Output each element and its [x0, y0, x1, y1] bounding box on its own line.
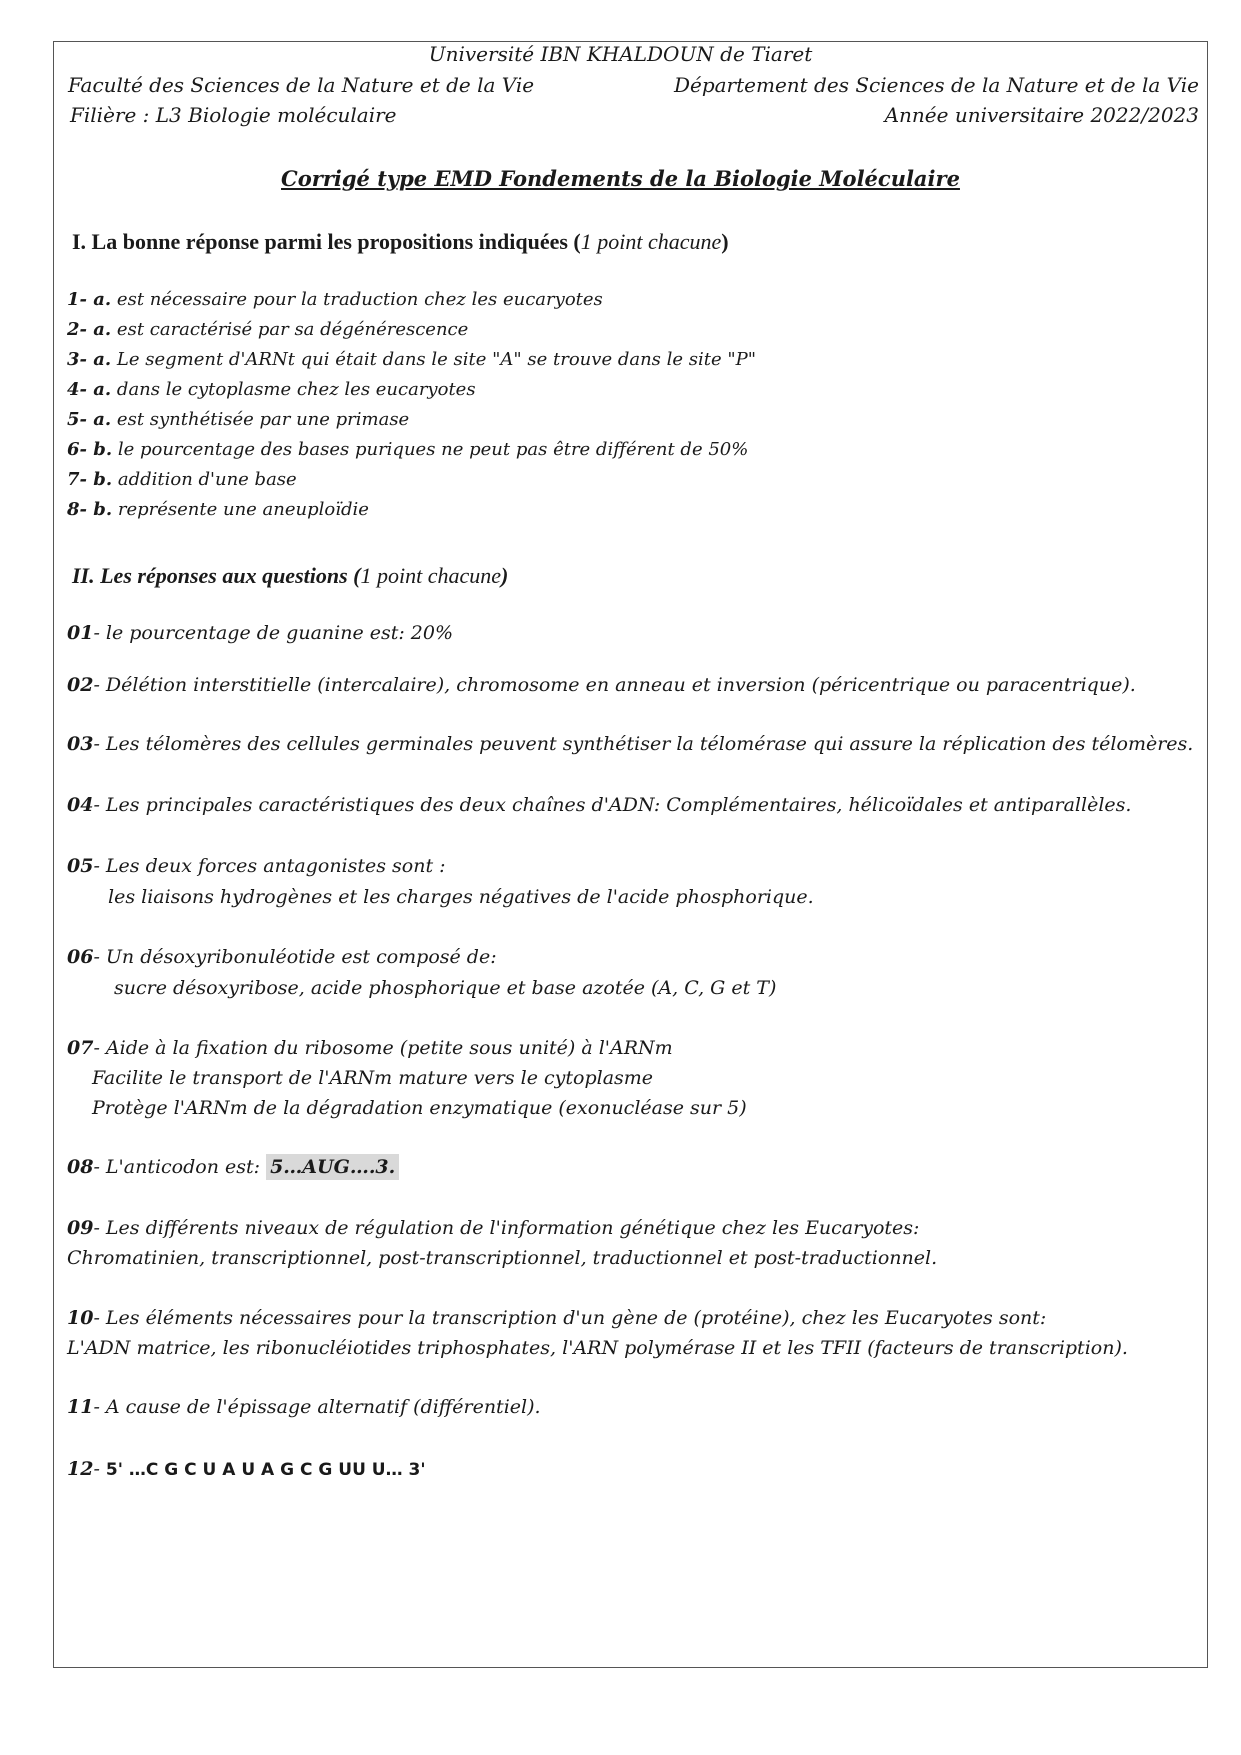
- answer-number: 11: [67, 1396, 94, 1418]
- university-name: Université IBN KHALDOUN de Tiaret: [428, 42, 813, 66]
- mcq-item: [67, 409, 409, 430]
- department-name: Département des Sciences de la Nature et de la Vie: [673, 73, 1199, 97]
- answer-07-line-2: Facilite le transport de l'ARNm mature vers le cytoplasme: [92, 1067, 654, 1089]
- section-1-heading: [72, 229, 729, 255]
- section-1-points: 1 point chacune: [580, 229, 722, 254]
- mcq-text: addition d'une base: [112, 469, 297, 490]
- document-title: Corrigé type EMD Fondements de la Biologie Moléculaire: [281, 166, 960, 191]
- academic-year: Année universitaire 2022/2023: [884, 103, 1199, 127]
- mcq-number: 7- b.: [67, 469, 113, 490]
- mcq-item: [67, 439, 748, 460]
- answer-10: [67, 1307, 1046, 1329]
- answer-text: - Les différents niveaux de régulation de l'information génétique chez les Eucaryotes:: [93, 1217, 920, 1239]
- answer-text: - le pourcentage de guanine est: 20%: [93, 622, 454, 644]
- mcq-text: est nécessaire pour la traduction chez les eucaryotes: [111, 289, 603, 310]
- mcq-text: le pourcentage des bases puriques ne peut pas être différent de 50%: [112, 439, 749, 460]
- answer-06-line-2: sucre désoxyribose, acide phosphorique et base azotée (A, C, G et T): [114, 977, 777, 999]
- answer-text: - L'anticodon est:: [93, 1156, 267, 1178]
- answer-text: - Les télomères des cellules germinales peuvent synthétiser la télomérase qui assure la réplication des télomères.: [93, 733, 1194, 755]
- mcq-number: 1- a.: [67, 289, 112, 310]
- mcq-item: [67, 349, 756, 370]
- mcq-text: dans le cytoplasme chez les eucaryotes: [111, 379, 476, 400]
- section-2-points: 1 point chacune: [360, 563, 502, 588]
- answer-02: [67, 674, 1136, 696]
- answer-09-line-2: Chromatinien, transcriptionnel, post-transcriptionnel, traductionnel et post-traductionnel.: [67, 1247, 938, 1269]
- mcq-number: 2- a.: [67, 319, 112, 340]
- mcq-text: Le segment d'ARNt qui était dans le site "A" se trouve dans le site "P": [111, 349, 757, 370]
- answer-number: 01: [67, 622, 94, 644]
- answer-number: 03: [67, 733, 94, 755]
- answer-text: -: [93, 1458, 106, 1480]
- mcq-item: [67, 289, 603, 310]
- answer-text: - Aide à la fixation du ribosome (petite sous unité) à l'ARNm: [93, 1037, 673, 1059]
- answer-05: [67, 855, 446, 877]
- answer-text: - Les éléments nécessaires pour la transcription d'un gène de (protéine), chez les Eucaryotes sont:: [93, 1307, 1047, 1329]
- answer-text: - A cause de l'épissage alternatif (différentiel).: [93, 1396, 541, 1418]
- section-1-heading-text: I. La bonne réponse parmi les propositions indiquées (: [72, 229, 581, 254]
- answer-03: [67, 733, 1193, 755]
- answer-01: [67, 622, 453, 644]
- answer-07: [67, 1037, 673, 1059]
- mcq-number: 5- a.: [67, 409, 112, 430]
- answer-number: 06: [67, 946, 94, 968]
- section-2-heading: [72, 563, 508, 589]
- mcq-item: [67, 379, 476, 400]
- mcq-number: 6- b.: [67, 439, 113, 460]
- answer-07-line-3: Protège l'ARNm de la dégradation enzymatique (exonucléase sur 5): [92, 1097, 747, 1119]
- rna-sequence: 5' …C G C U A U A G C G UU U… 3': [105, 1460, 426, 1480]
- answer-12: [67, 1458, 426, 1480]
- mcq-text: est synthétisée par une primase: [111, 409, 410, 430]
- answer-09: [67, 1217, 919, 1239]
- answer-text: - Un désoxyribonuléotide est composé de:: [93, 946, 497, 968]
- mcq-text: est caractérisé par sa dégénérescence: [111, 319, 469, 340]
- answer-06: [67, 946, 497, 968]
- filiere-label: Filière : L3 Biologie moléculaire: [70, 103, 397, 127]
- section-1-close: ): [721, 229, 729, 254]
- mcq-number: 3- a.: [67, 349, 112, 370]
- answer-text: - Les deux forces antagonistes sont :: [93, 855, 446, 877]
- mcq-item: [67, 499, 369, 520]
- answer-text: - Délétion interstitielle (intercalaire), chromosome en anneau et inversion (péricentrique ou paracentrique).: [93, 674, 1136, 696]
- answer-number: 07: [67, 1037, 94, 1059]
- answer-number: 12: [67, 1458, 94, 1480]
- anticodon-highlight: 5…AUG….3.: [266, 1154, 399, 1180]
- answer-08: [67, 1156, 399, 1178]
- answer-11: [67, 1396, 541, 1418]
- mcq-item: [67, 469, 297, 490]
- answer-number: 09: [67, 1217, 94, 1239]
- mcq-item: [67, 319, 468, 340]
- answer-number: 10: [67, 1307, 94, 1329]
- answer-10-line-2: L'ADN matrice, les ribonucléiotides triphosphates, l'ARN polymérase II et les TFII (facteurs de transcription).: [67, 1337, 1128, 1359]
- answer-05-line-2: les liaisons hydrogènes et les charges négatives de l'acide phosphorique.: [108, 886, 814, 908]
- section-2-heading-text: II. Les réponses aux questions (: [72, 563, 361, 588]
- answer-text: - Les principales caractéristiques des deux chaînes d'ADN: Complémentaires, hélicoïdales et antiparallèles.: [93, 794, 1132, 816]
- faculty-name: Faculté des Sciences de la Nature et de la Vie: [68, 73, 535, 97]
- answer-number: 05: [67, 855, 94, 877]
- answer-number: 04: [67, 794, 94, 816]
- mcq-number: 4- a.: [67, 379, 112, 400]
- answer-number: 08: [67, 1156, 94, 1178]
- mcq-text: représente une aneuploïdie: [112, 499, 369, 520]
- section-2-close: ): [501, 563, 509, 588]
- mcq-number: 8- b.: [67, 499, 113, 520]
- answer-04: [67, 794, 1131, 816]
- answer-number: 02: [67, 674, 94, 696]
